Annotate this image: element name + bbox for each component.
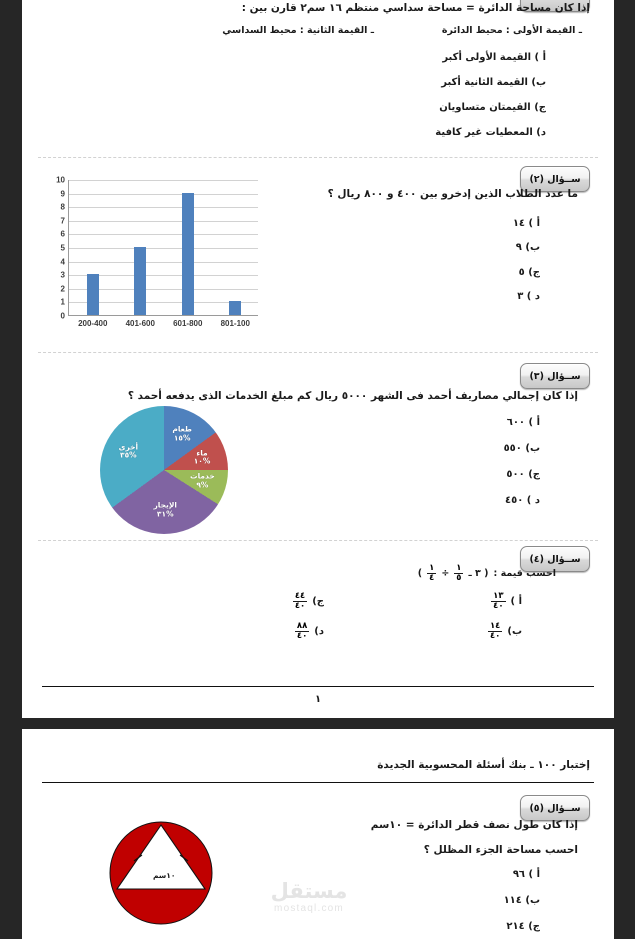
pie-slice-name: خدمات [190,471,215,481]
expenses-pie-chart [100,406,228,534]
bar-chart-y-tick: 10 [56,175,65,185]
bar-chart-y-tick: 4 [60,257,65,267]
bar-chart-bar [229,301,241,315]
bar-chart-gridline [69,234,258,235]
bar-chart-x-label: 801-100 [220,319,250,328]
question-2-option-d[interactable]: د ) ٣ [517,291,540,302]
bar-chart-y-tick: 2 [60,284,65,294]
question-label-4-text: ســؤال (٤) [529,553,581,565]
bar-chart-y-tick: 1 [60,297,65,307]
question-2-stem: ما عدد الطلاب الذين إدخرو بين ٤٠٠ و ٨٠٠ ريال ؟ [327,188,578,200]
question-4-option-c[interactable] [293,592,324,611]
option-key: أ ) [510,595,522,607]
question-5-option-c[interactable]: ج) ٢١٤ [506,921,540,932]
question-3-option-b[interactable]: ب) ٥٥٠ [503,443,540,454]
question-label-2-text: ســؤال (٢) [529,173,581,185]
question-4-expr-operator: ÷ [441,567,450,579]
bar-chart-x-label: 200-400 [78,319,108,328]
bar-chart-y-tick: 6 [60,229,65,239]
bar-chart-y-tick: 5 [60,243,65,253]
pie-slice-value: %١٠ [193,456,211,466]
question-label-5-text: ســؤال (٥) [529,802,581,814]
option-key: ب) [507,625,522,637]
pie-slice-value: %٩ [196,480,209,490]
fraction-denominator: ٤٠ [294,600,306,611]
option-key: ج) [312,595,324,607]
question-4-option-a[interactable] [491,592,522,611]
savings-bar-chart [42,175,272,335]
bar-chart-gridline [69,180,258,181]
page-1-number: ١ [314,694,322,705]
figure-diameter-label: ١٠سم [153,871,176,880]
question-1-stem: إذا كان مساحة الدائرة = مساحة سداسي منتظم ١٦ سم٢ قارن بين : [241,2,590,14]
fraction-numerator: ١ [456,563,462,573]
pie-slice-label [190,473,215,490]
question-5-stem: إذا كان طول نصف قطر الدائرة = ١٠سم [370,819,578,831]
fraction-numerator: ١٤ [489,621,501,631]
page-2-header-rule [42,782,594,783]
question-1-option-c[interactable]: ج) القيمتان متساويان [439,102,546,113]
bar-chart-y-tick: 0 [60,311,65,321]
option-key: د) [314,625,324,637]
fraction-denominator: ٥ [456,572,462,583]
pie-slice-name: أخرى [118,442,139,452]
separator-2 [38,352,598,353]
option-fraction [491,592,505,611]
bar-chart-y-tick: 9 [60,189,65,199]
question-3-option-a[interactable]: أ ) ٦٠٠ [506,417,540,428]
question-4-stem: احسب قيمة : [493,567,556,579]
document-page-2 [22,729,614,939]
bar-chart-gridline [69,262,258,263]
question-4-expr-suffix: ) [417,567,423,579]
bar-chart-gridline [69,207,258,208]
question-5-option-a[interactable]: أ ) ٩٦ [512,869,540,880]
separator-1 [38,157,598,158]
question-2-option-c[interactable]: ج) ٥ [518,267,540,278]
question-4-option-d[interactable] [295,622,324,641]
question-label-5[interactable] [520,795,590,821]
mostaql-watermark [244,879,374,914]
separator-3 [38,540,598,541]
shaded-circle-figure [109,821,213,925]
bar-chart-gridline [69,194,258,195]
pie-slice-label [119,443,139,460]
question-1-option-d: د) المعطيات غير كافية [435,127,546,138]
pie-slice-name: الإيجار [153,500,178,510]
option-fraction [295,622,309,641]
pie-slice-name: ماء [196,448,208,457]
question-5-option-b[interactable]: ب) ١١٤ [503,895,540,906]
bar-chart-bar [87,274,99,315]
document-page-1 [22,0,614,718]
page-2-header: إختبار ١٠٠ ـ بنك أسئلة المحسوبية الجديدة [377,759,590,771]
option-fraction [293,592,307,611]
option-fraction [488,622,502,641]
fraction-numerator: ١٣ [493,591,504,601]
question-3-option-c[interactable]: ج) ٥٠٠ [506,469,540,480]
fraction-denominator: ٤٠ [489,630,501,641]
page-1-footer-rule [42,686,594,687]
question-label-3-text: ســؤال (٣) [529,370,581,382]
question-4-expr-prefix: ( ٣ ـ [468,567,489,579]
fraction-numerator: ١ [429,563,435,573]
question-4-fraction-one-quarter [427,564,436,583]
watermark-arabic: مستقل [270,879,348,903]
watermark-latin: mostaql.com [274,903,344,914]
question-4-fraction-one-fifth [454,564,463,583]
question-1-value-first: ـ القيمة الأولى : محيط الدائرة [441,25,582,36]
bar-chart-x-label: 401-600 [125,319,155,328]
pie-slice-value: %٣٥ [120,450,137,460]
bar-chart-y-tick: 7 [60,216,65,226]
fraction-numerator: ٨٨ [296,621,308,631]
bar-chart-y-tick: 3 [60,270,65,280]
fraction-numerator: ٤٤ [294,591,306,601]
bar-chart-x-label: 601-800 [173,319,203,328]
question-1-option-a[interactable]: أ ) القيمة الأولى أكبر [442,52,546,63]
pie-slice-name: طعام [172,424,192,434]
question-2-option-b[interactable]: ب) ٩ [515,242,540,253]
pie-slice-label [172,426,192,443]
question-4-expression [418,564,556,583]
fraction-denominator: ٤ [429,572,435,583]
pie-slice-value: %٣١ [156,508,174,518]
bar-chart-gridline [69,221,258,222]
fraction-denominator: ٤٠ [493,600,504,611]
pie-slice-label [153,501,177,518]
question-1-option-b[interactable]: ب) القيمة الثانية أكبر [441,77,546,88]
bar-chart-bar [134,247,146,315]
pie-slice-label [194,449,211,466]
bar-chart-gridline [69,248,258,249]
pie-slice-value: %١٥ [173,433,191,443]
question-label-3[interactable] [520,363,590,389]
fraction-denominator: ٤٠ [296,630,308,641]
question-1-value-second: ـ القيمة الثانية : محيط السداسي [222,25,374,36]
bar-chart-plot-area [56,175,258,328]
question-5-stem-2: احسب مساحة الجزء المظلل ؟ [423,844,578,856]
question-3-stem: إذا كان إجمالي مصاريف أحمد فى الشهر ٥٠٠٠ ريال كم مبلغ الخدمات الذى يدفعه أحمد ؟ [127,390,578,402]
question-2-option-a[interactable]: أ ) ١٤ [512,218,540,229]
question-3-option-d[interactable]: د ) ٤٥٠ [505,495,540,506]
bar-chart-bar [182,193,194,315]
question-4-option-b[interactable] [488,622,522,641]
bar-chart-y-tick: 8 [60,202,65,212]
